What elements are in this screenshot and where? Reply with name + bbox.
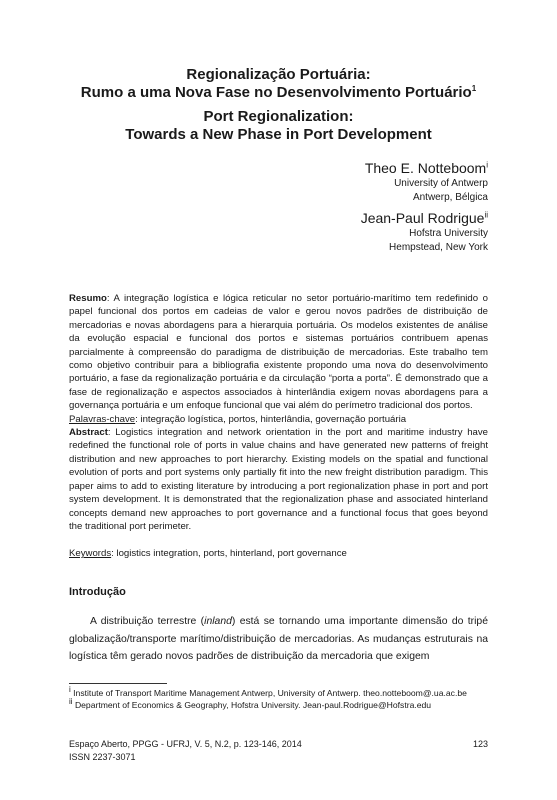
keywords-text: : logistics integration, ports, hinterland, port governance [111, 548, 347, 560]
journal-citation: Espaço Aberto, PPGG - UFRJ, V. 5, N.2, p. 123-146, 2014 [69, 739, 302, 749]
author-1-affiliation: University of Antwerp [394, 178, 488, 189]
author-1-location: Antwerp, Bélgica [412, 192, 488, 203]
keywords-label: Keywords [69, 548, 112, 560]
author-name-2 [361, 210, 488, 227]
author-1-footnote-marker: i [486, 160, 488, 170]
page-footer [69, 738, 488, 763]
intro-text-start: A distribuição terrestre ( [90, 616, 205, 627]
keywords-paragraph [69, 547, 488, 560]
author-block-1 [365, 160, 488, 205]
english-title-line-2: Towards a New Phase in Port Development [125, 126, 432, 143]
intro-paragraph [69, 613, 488, 666]
footnote-divider [69, 683, 167, 684]
palavras-chave-text: : integração logística, portos, hinterlândia, governação portuária [135, 413, 407, 425]
footnote-1-marker: i [69, 685, 71, 695]
abstract-text: : Logistics integration and network orientation in the port and maritime industry have redefined the functional role of ports in value chains and have generated new patterns of freight distribution and new approaches to port hierarchy. Existing models on the spatial and functional evolution of ports and port systems only partially fit into the new freight distribution paradigm. This paper aims to add to existing literature by introducing a port regionalization phase in port and port system development. It is demonstrated that the regionalization phase and associated hinterland concepts demand new approaches to port governance and a functional focus that goes beyond the traditional port perimeter. [69, 427, 488, 532]
author-name-2-text: Jean-Paul Rodrigue [360, 210, 485, 226]
footnote-1-text: Institute of Transport Maritime Management Antwerp, University of Antwerp. theo.notteboom@.ua.ac.be [70, 688, 467, 698]
intro-italic-term: inland [204, 616, 232, 627]
resumo-paragraph [69, 292, 488, 413]
palavras-chave-label: Palavras-chave [69, 413, 136, 425]
palavras-chave-paragraph [69, 413, 488, 426]
footnotes [69, 685, 488, 712]
title-footnote-marker: 1 [471, 84, 477, 93]
resumo-label: Resumo [69, 293, 107, 304]
footnote-1 [69, 685, 488, 699]
footnote-2 [69, 697, 488, 711]
page-number: 123 [472, 739, 488, 749]
issn: ISSN 2237-3071 [69, 751, 136, 762]
portuguese-title-line-1: Regionalização Portuária: [186, 66, 371, 83]
abstract-block [69, 292, 488, 561]
footer-citation-line [69, 738, 488, 751]
portuguese-title-line-2-text: Rumo a uma Nova Fase no Desenvolvimento Portuário [80, 84, 472, 101]
author-2-location: Hempstead, New York [389, 242, 488, 253]
abstract-label: Abstract [69, 427, 108, 439]
author-block-2 [361, 210, 488, 255]
author-2-affiliation: Hofstra University [409, 228, 488, 239]
english-title-line-1: Port Regionalization: [203, 108, 354, 125]
title-block [0, 66, 557, 144]
footnote-2-text: Department of Economics & Geography, Hofstra University. Jean-paul.Rodrigue@Hofstra.edu [72, 700, 432, 711]
abstract-paragraph [69, 426, 488, 533]
author-name-1 [365, 160, 488, 177]
intro-text-rest: ) está se tornando uma importante dimensão do tripé globalização/transporte marítimo/distribuição de mercadorias. As mudanças estruturais na logística têm gerado novos padrões de distribuição da mercadoria que exigem [69, 616, 488, 662]
resumo-text: : A integração logística e lógica reticular no setor portuário-marítimo tem redefinido o papel funcional dos portos em cadeias de valor e gerou novos padrões de distribuição de mercadorias e novas abordagens para a hierarquia portuária. Os modelos existentes de análise da evolução espacial e funcional dos portos e sistemas portuários contribuem apenas parcialmente à compreensão do paradigma de distribuição de mercadorias. Este trabalho tem como objetivo contribuir para a bibliografia existente propondo uma nova do desenvolvimento portuário, a fase da regionalização portuária e da circulação “porta a porta”. É demonstrado que a fase de regionalização e aspectos associados à hinterlândia exigem novas abordagens para a governança portuária e um enfoque funcional que vai além do perímetro tradicional dos portos. [69, 293, 488, 412]
author-name-1-text: Theo E. Notteboom [364, 160, 487, 176]
author-2-footnote-marker: ii [484, 210, 488, 220]
portuguese-title-line-2 [0, 84, 557, 102]
section-heading-introducao: Introdução [69, 586, 126, 598]
footnote-2-marker: ii [69, 697, 73, 707]
